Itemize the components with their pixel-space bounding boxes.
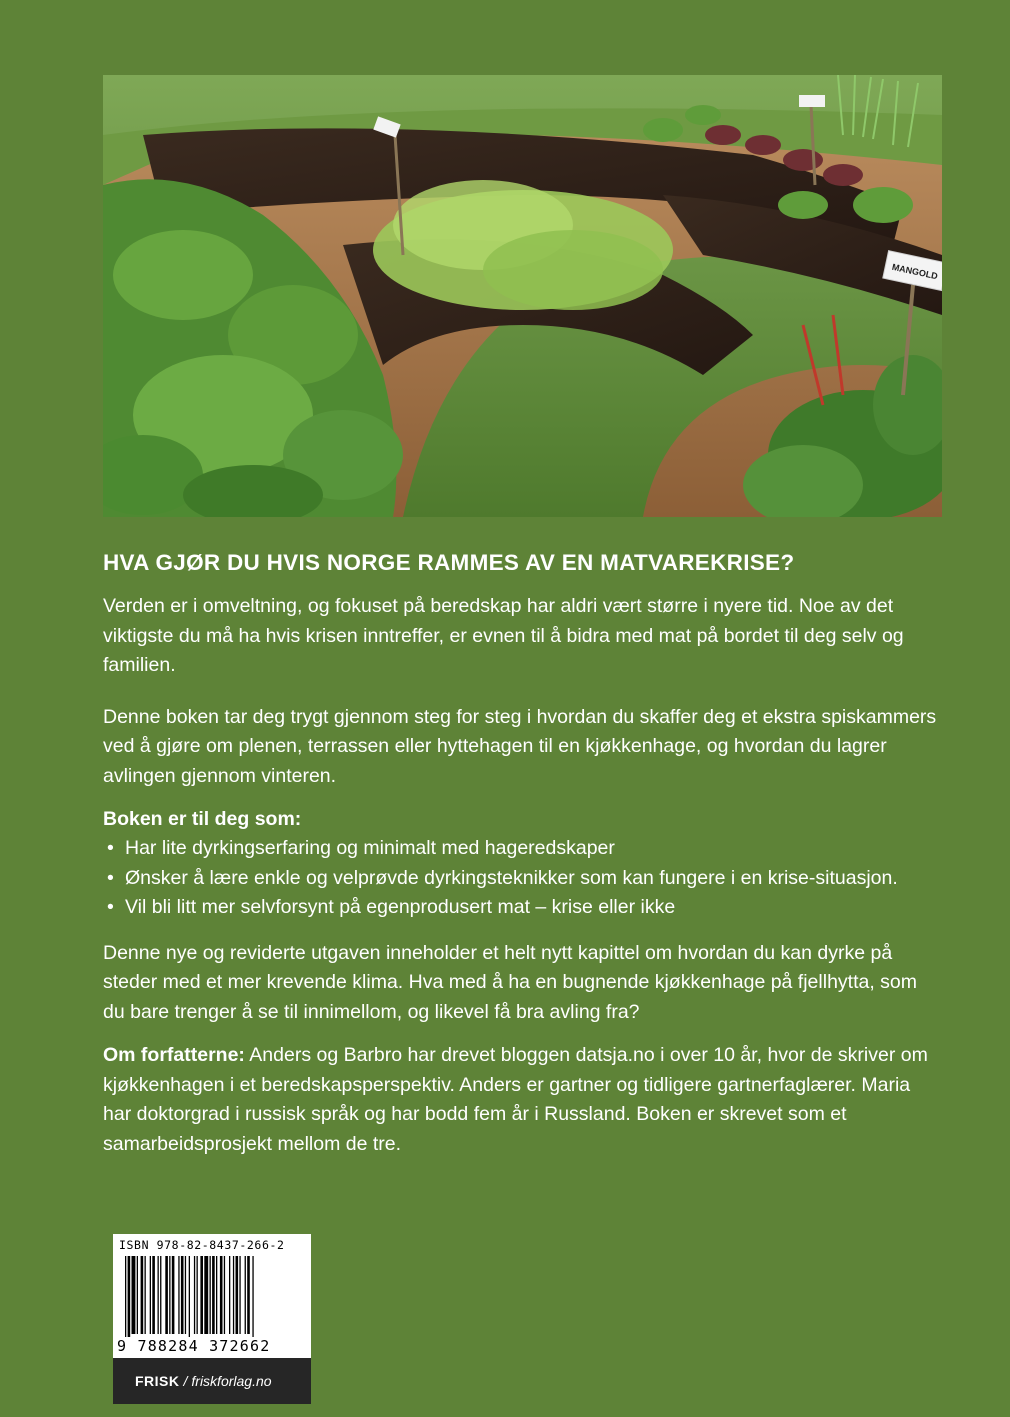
barcode-bar bbox=[252, 1256, 253, 1342]
barcode-bar bbox=[152, 1256, 155, 1334]
barcode-bar bbox=[128, 1256, 131, 1342]
barcode-bar bbox=[204, 1256, 208, 1334]
audience-list-heading: Boken er til deg som: bbox=[103, 808, 302, 830]
barcode-bar bbox=[169, 1256, 170, 1334]
barcode-bar bbox=[141, 1256, 144, 1334]
back-cover-text bbox=[103, 548, 943, 1159]
list-item-text: Har lite dyrkingserfaring og minimalt med hageredskaper bbox=[125, 837, 615, 859]
publisher-url: friskforlag.no bbox=[191, 1373, 272, 1389]
isbn-text: ISBN 978-82-8437-266-2 bbox=[119, 1238, 285, 1252]
description-paragraph: Denne boken tar deg trygt gjennom steg for steg i hvordan du skaffer deg et ekstra spiskammers ved å gjøre om plenen, terrassen eller hyttehagen til en kjøkkenhage, og hvordan du lagrer avlingen gjennom vinteren. bbox=[103, 705, 937, 787]
publisher-bar bbox=[113, 1358, 311, 1404]
list-item bbox=[103, 893, 943, 923]
list-item-text: Ønsker å lære enkle og velprøvde dyrkingsteknikker som kan fungere i en krise-situasjon. bbox=[125, 866, 898, 889]
mangold-sign-label: MANGOLD bbox=[891, 261, 939, 282]
list-item bbox=[103, 834, 943, 864]
barcode-bar bbox=[132, 1256, 136, 1334]
barcode-bar bbox=[165, 1256, 168, 1334]
list-item-text: Vil bli litt mer selvforsynt på egenprodusert mat – krise eller ikke bbox=[125, 896, 676, 918]
authors-paragraph bbox=[103, 1041, 943, 1159]
barcode-bar bbox=[194, 1256, 195, 1334]
barcode-bar bbox=[160, 1256, 161, 1334]
barcode-bar bbox=[172, 1256, 175, 1334]
headline: HVA GJØR DU HVIS NORGE RAMMES AV EN MATVAREKRISE? bbox=[103, 550, 795, 575]
bullet-icon: • bbox=[107, 837, 114, 859]
bullet-icon: • bbox=[107, 866, 114, 889]
barcode-bars bbox=[125, 1256, 301, 1342]
authors-text: Anders og Barbro har drevet bloggen datsja.no i over 10 år, hvor de skriver om kjøkkenhagen i et beredskapsperspektiv. Anders er gartner og tidligere gartnerfaglærer. Maria har doktorgrad i russisk språk og har bodd fem år i Russland. Boken er skrevet som et samarbeidsprosjekt mellom de tre. bbox=[103, 1044, 928, 1155]
barcode-bar bbox=[245, 1256, 246, 1334]
barcode-bar bbox=[220, 1256, 223, 1334]
barcode-bar bbox=[125, 1256, 126, 1342]
barcode-bar bbox=[178, 1256, 179, 1334]
barcode-bar bbox=[229, 1256, 230, 1334]
publisher-brand: FRISK bbox=[135, 1373, 180, 1389]
barcode-bar bbox=[236, 1256, 239, 1334]
barcode-bar bbox=[200, 1256, 203, 1334]
garden-photo-illustration bbox=[103, 75, 942, 517]
list-item bbox=[103, 864, 943, 894]
barcode-bar bbox=[150, 1256, 151, 1334]
barcode-bar bbox=[247, 1256, 250, 1334]
barcode-bar bbox=[210, 1256, 211, 1334]
intro-paragraph: Verden er i omveltning, og fokuset på beredskap har aldri vært større i nyere tid. Noe av det viktigste du må ha hvis krisen inntreffer, er evnen til å bidra med mat på bordet til deg selv og familien. bbox=[103, 595, 904, 676]
revised-edition-paragraph: Denne nye og reviderte utgaven inneholder et helt nytt kapittel om hvordan du kan dyrke på steder med et mer krevende klima. Hva med å ha en bugnende kjøkkenhage på fjellhytta, som du bare trenger å se til innimellom, og likevel få bra avling fra? bbox=[103, 941, 918, 1023]
barcode-bar bbox=[216, 1256, 217, 1334]
cover-photo-garden bbox=[103, 75, 942, 517]
barcode-bar bbox=[181, 1256, 184, 1334]
authors-label: Om forfatterne: bbox=[103, 1044, 245, 1066]
barcode-bar bbox=[239, 1256, 240, 1334]
barcode-bar bbox=[224, 1256, 225, 1334]
barcode-bar bbox=[137, 1256, 138, 1334]
publisher-separator: / bbox=[183, 1373, 188, 1389]
barcode-bar bbox=[158, 1256, 159, 1334]
bullet-icon: • bbox=[107, 896, 114, 918]
ean-number: 9 788284 372662 bbox=[117, 1337, 271, 1355]
barcode bbox=[113, 1234, 311, 1358]
barcode-bar bbox=[145, 1256, 146, 1334]
audience-list bbox=[103, 834, 943, 923]
barcode-bar bbox=[233, 1256, 234, 1334]
barcode-bar bbox=[197, 1256, 198, 1334]
barcode-bar bbox=[185, 1256, 186, 1334]
barcode-bar bbox=[212, 1256, 215, 1334]
barcode-bar bbox=[189, 1256, 190, 1342]
